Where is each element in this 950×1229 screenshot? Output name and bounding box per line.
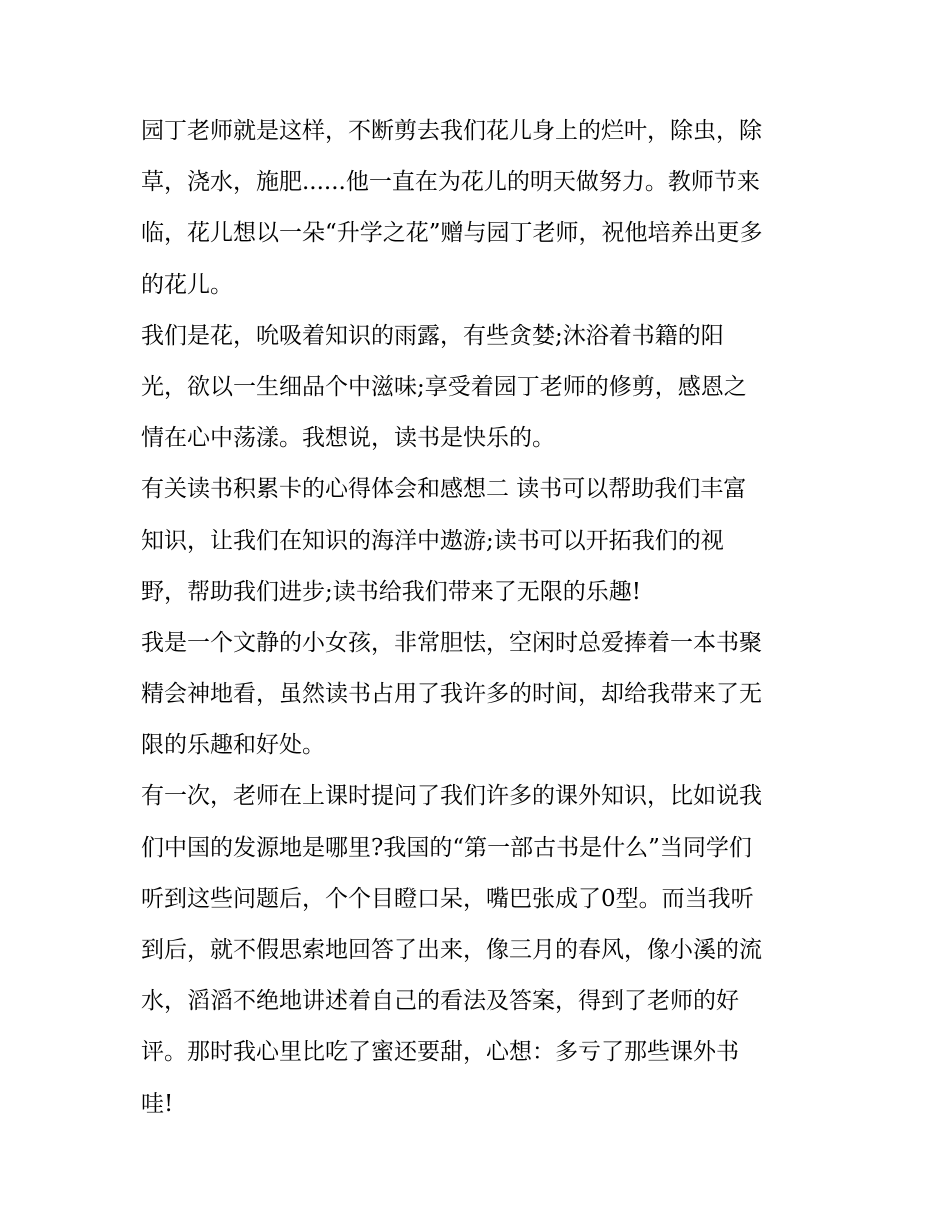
text-line: 我是一个文静的小女孩，非常胆怯，空闲时总爱捧着一本书聚 [141,629,762,656]
text-line: 野，帮助我们进步;读书给我们带来了无限的乐趣! [141,578,641,605]
text-line: 有一次，老师在上课时提问了我们许多的课外知识，比如说我 [141,783,762,810]
text-line: 限的乐趣和好处。 [141,732,325,759]
text-line: 到后，就不假思索地回答了出来，像三月的春风，像小溪的流 [141,937,762,963]
text-line: 我们是花，吮吸着知识的雨露，有些贪婪;沐浴着书籍的阳 [141,322,724,349]
text-line: 哇! [141,1090,174,1117]
document-body [141,106,821,1130]
text-line: 的花儿。 [141,271,233,298]
text-line: 听到这些问题后，个个目瞪口呆，嘴巴张成了0型。而当我听 [141,885,754,912]
text-line: 临，花儿想以一朵“升学之花”赠与园丁老师，祝他培养出更多 [141,220,763,247]
text-line: 有关读书积累卡的心得体会和感想二 读书可以帮助我们丰富 [141,476,747,503]
text-line: 情在心中荡漾。我想说，读书是快乐的。 [141,425,555,452]
text-line: 们中国的发源地是哪里?我国的“第一部古书是什么”当同学们 [141,834,752,861]
text-line: 草，浇水，施肥......他一直在为花儿的明天做努力。教师节来 [141,169,760,196]
text-line: 精会神地看，虽然读书占用了我许多的时间，却给我带来了无 [141,681,762,708]
text-line: 水，滔滔不绝地讲述着自己的看法及答案，得到了老师的好 [141,988,739,1015]
text-line: 评。那时我心里比吃了蜜还要甜，心想：多亏了那些课外书 [141,1039,739,1066]
text-line: 知识，让我们在知识的海洋中遨游;读书可以开拓我们的视 [141,527,724,554]
text-line: 园丁老师就是这样，不断剪去我们花儿身上的烂叶，除虫，除 [141,118,762,144]
text-line: 光，欲以一生细品个中滋味;享受着园丁老师的修剪，感恩之 [141,373,747,400]
